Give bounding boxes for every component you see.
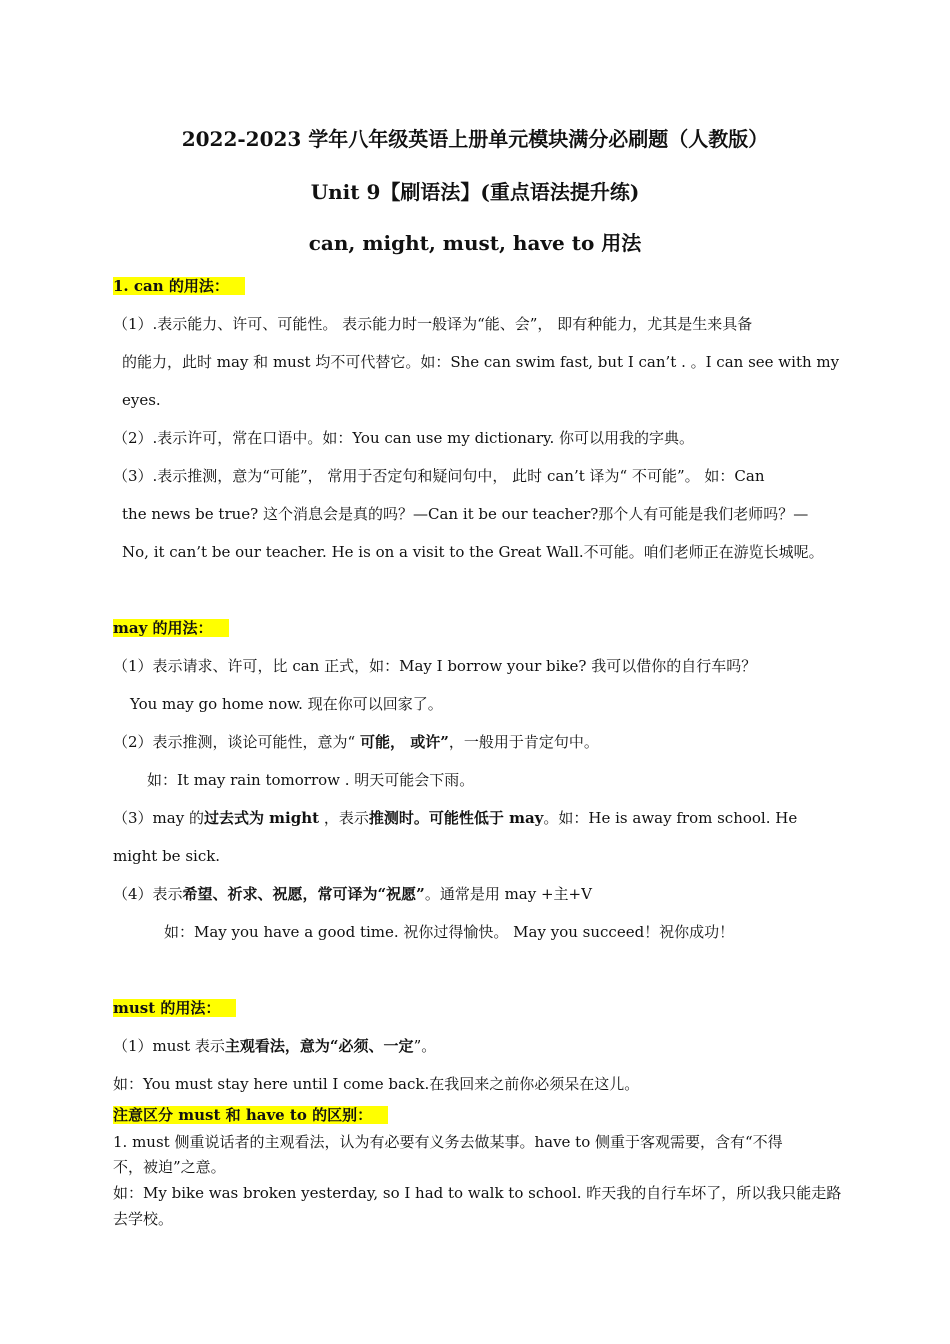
can-p1-line2: 的能力，此时 may 和 must 均不可代替它。如：She can swim fast, but I can’t . 。I can see with my <box>122 353 840 371</box>
section-heading-may: may 的用法： <box>113 618 229 638</box>
note-1-line1: 1. must 侧重说话者的主观看法，认为有必要有义务去做某事。have to 侧重于客观需要，含有“不得 <box>113 1133 783 1151</box>
may-p1-line1: （1）表示请求、许可，比 can 正式，如：May I borrow your bike? 我可以借你的自行车吗？ <box>113 657 757 675</box>
may-p3-line1: （3）may 的过去式为 might ，表示推测时。可能性低于 may。如：He is away from school. He <box>113 809 798 827</box>
may-p1-line2: You may go home now. 现在你可以回家了。 <box>130 695 443 713</box>
can-p2: （2）.表示许可，常在口语中。如：You can use my dictionary. 你可以用我的字典。 <box>113 429 695 447</box>
document-title: 2022-2023 学年八年级英语上册单元模块满分必刷题（人教版） <box>181 127 769 151</box>
note-2-line1: 如：My bike was broken yesterday, so I had to walk to school. 昨天我的自行车坏了，所以我只能走路 <box>113 1184 842 1202</box>
can-p3-line2: the news be true? 这个消息会是真的吗？—Can it be our teacher?那个人有可能是我们老师吗？— <box>122 505 809 523</box>
note-heading: 注意区分 must 和 have to 的区别： <box>113 1105 388 1125</box>
note-2-line2: 去学校。 <box>113 1210 174 1228</box>
can-p3-line1: （3）.表示推测，意为“可能”， 常用于否定句和疑问句中， 此时 can’t 译为“ 不可能”。 如：Can <box>113 467 765 485</box>
may-p4: （4）表示希望、祈求、祝愿，常可译为“祝愿”。通常是用 may +主+V <box>113 885 592 903</box>
may-p2: （2）表示推测，谈论可能性，意为“ 可能， 或许”，一般用于肯定句中。 <box>113 733 599 751</box>
may-p3-line2: might be sick. <box>113 847 221 865</box>
note-1-line2: 不，被迫”之意。 <box>113 1158 226 1176</box>
section-heading-must: must 的用法： <box>113 998 236 1018</box>
document-subtitle: Unit 9【刷语法】(重点语法提升练) <box>310 180 640 204</box>
section-heading-can: 1. can 的用法： <box>113 276 245 296</box>
can-p1-line3: eyes. <box>122 391 161 409</box>
must-example: 如：You must stay here until I come back.在我回来之前你必须呆在这儿。 <box>113 1075 640 1093</box>
may-p4-example: 如：May you have a good time. 祝你过得愉快。 May you succeed！祝你成功！ <box>164 923 735 941</box>
may-p2-example: 如：It may rain tomorrow . 明天可能会下雨。 <box>147 771 475 789</box>
document-topic: can, might, must, have to 用法 <box>308 231 642 255</box>
must-p1: （1）must 表示主观看法，意为“必须、一定”。 <box>113 1037 437 1055</box>
can-p1-line1: （1）.表示能力、许可、可能性。 表示能力时一般译为“能、会”， 即有种能力，尤其是生来具备 <box>113 315 753 333</box>
can-p3-line3: No, it can’t be our teacher. He is on a visit to the Great Wall.不可能。咱们老师正在游览长城呢。 <box>122 543 824 561</box>
